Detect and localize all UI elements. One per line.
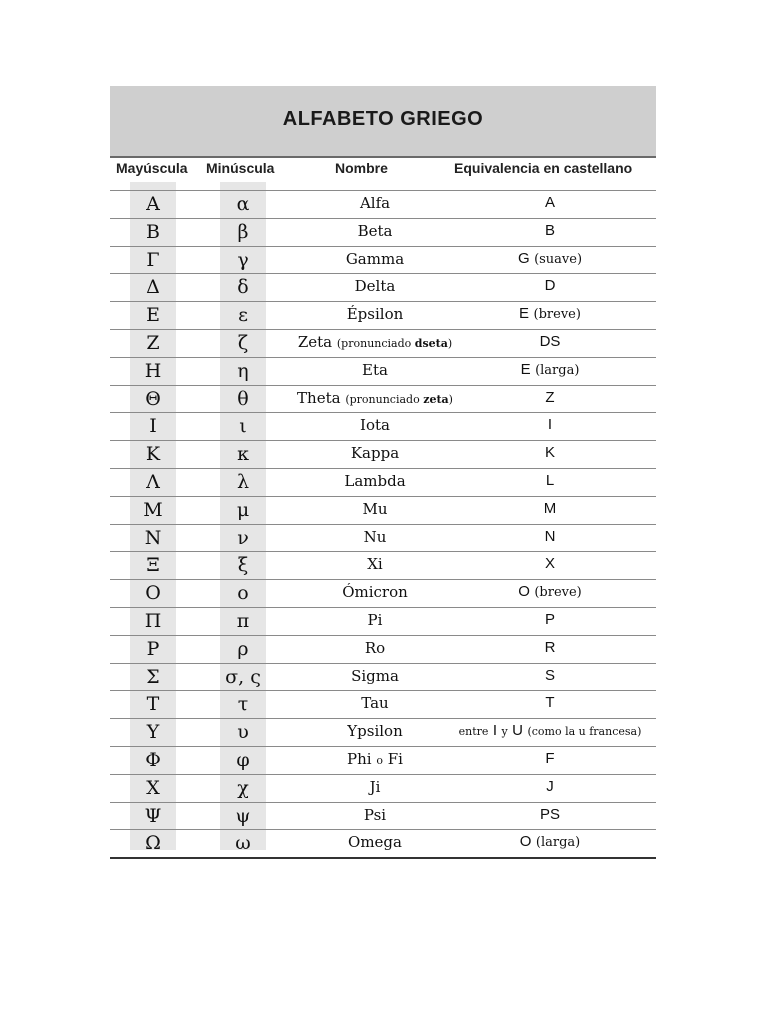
lowercase-letter: κ (237, 443, 249, 466)
uppercase-letter: Η (144, 359, 162, 382)
lowercase-letter: ο (237, 582, 249, 605)
lowercase-letter: ξ (237, 554, 249, 577)
header-name: Nombre (335, 160, 388, 176)
letter-name-text: Épsilon (346, 305, 404, 324)
pronunciation-note-bold: dseta (414, 336, 448, 350)
uppercase-letter: Ζ (146, 331, 160, 354)
table-row (110, 440, 656, 468)
equivalence-letter: A (544, 194, 555, 211)
header-uppercase: Mayúscula (116, 160, 188, 176)
castilian-equivalence (450, 694, 650, 711)
table-row (110, 412, 656, 440)
letter-name-text: Mu (362, 499, 388, 518)
castilian-equivalence (450, 667, 650, 684)
table-row (110, 802, 656, 830)
equivalence-note: (como la u francesa) (527, 725, 642, 739)
castilian-equivalence (450, 500, 650, 517)
letter-name-text: Alfa (359, 194, 391, 212)
equivalence-letter: X (544, 555, 555, 573)
table-row (110, 551, 656, 579)
equivalence-letter: D (544, 277, 556, 295)
table-row (110, 246, 656, 274)
letter-name-text: Psi (363, 805, 387, 824)
uppercase-letter: Ι (149, 415, 157, 438)
lowercase-letter: ι (239, 415, 247, 438)
equivalence-letter: O (519, 833, 532, 851)
castilian-equivalence (450, 305, 650, 322)
uppercase-letter: Χ (146, 776, 160, 799)
uppercase-letter: Δ (146, 276, 160, 299)
uppercase-letter: Ψ (144, 804, 162, 827)
equivalence-note: (larga) (535, 362, 580, 378)
lowercase-letter: α (236, 193, 250, 215)
castilian-equivalence (450, 277, 650, 294)
lowercase-letter: ε (238, 304, 248, 327)
equivalence-letter: N (544, 527, 556, 545)
equivalence-letter: T (545, 694, 555, 712)
letter-name-text: Ro (364, 638, 386, 657)
lowercase-letter: σ, ς (225, 665, 261, 688)
uppercase-letter: Ν (144, 526, 162, 549)
equivalence-prefix: entre (458, 725, 489, 739)
table-row (110, 718, 656, 746)
equivalence-letter: F (545, 749, 555, 767)
lowercase-letter: θ (237, 387, 249, 410)
lowercase-letter: λ (236, 470, 250, 493)
lowercase-letter: ω (235, 832, 251, 855)
equivalence-letter: I (492, 722, 498, 740)
table-row (110, 829, 656, 859)
letter-name-text: Beta (357, 221, 393, 240)
lowercase-letter: μ (236, 498, 250, 521)
castilian-equivalence (450, 528, 650, 545)
castilian-equivalence (450, 444, 650, 461)
letter-name-text: Xi (367, 555, 383, 574)
castilian-equivalence (450, 583, 650, 600)
pronunciation-note-end: ) (447, 336, 453, 350)
uppercase-letter: Ξ (146, 554, 160, 577)
table-row (110, 635, 656, 663)
letter-name-text: Omega (348, 833, 402, 852)
table-row (110, 607, 656, 635)
letter-name-text: Zeta (297, 332, 333, 351)
table-row (110, 301, 656, 329)
castilian-equivalence (450, 389, 650, 406)
lowercase-letter: ν (237, 526, 249, 549)
lowercase-letter: ψ (235, 804, 251, 827)
equivalence-letter: G (517, 249, 530, 267)
equivalence-letter: E (520, 360, 531, 378)
table-row (110, 524, 656, 552)
lowercase-letter: τ (237, 693, 249, 716)
uppercase-letter: Σ (146, 665, 160, 688)
lowercase-letter: β (237, 220, 249, 243)
letter-name-text: Delta (354, 277, 396, 296)
equivalence-letter: O (518, 583, 530, 601)
table-row (110, 385, 656, 413)
uppercase-letter: Ο (145, 582, 161, 605)
uppercase-letter: Μ (143, 498, 163, 521)
letter-name-alt: Fi (387, 749, 403, 768)
uppercase-letter: Θ (145, 387, 161, 410)
table-body (110, 190, 656, 859)
uppercase-letter: Π (144, 609, 162, 632)
castilian-equivalence (450, 250, 650, 267)
table-row (110, 774, 656, 802)
uppercase-letter: Ω (145, 832, 161, 855)
table-row (110, 746, 656, 774)
table-row (110, 579, 656, 607)
letter-name-text: Iota (360, 416, 390, 435)
equivalence-letter: K (544, 444, 555, 462)
table-row (110, 218, 656, 246)
table-header (110, 158, 656, 190)
table-row (110, 357, 656, 385)
pronunciation-note (337, 337, 452, 350)
letter-name-text: Gamma (345, 249, 405, 268)
letter-name-connector: o (376, 753, 383, 767)
equivalence-letter: J (546, 777, 554, 795)
uppercase-letter: Α (146, 193, 160, 215)
table-row (110, 663, 656, 691)
equivalence-note: (larga) (535, 835, 581, 851)
letter-name-text: Ji (369, 777, 381, 796)
equivalence-letter: PS (539, 805, 560, 823)
letter-name-text: Theta (297, 388, 341, 407)
table-row (110, 273, 656, 301)
pronunciation-note (345, 393, 453, 406)
letter-name-text: Ómicron (342, 583, 408, 602)
equivalence-letter: S (544, 666, 555, 684)
lowercase-letter: φ (236, 748, 250, 771)
equivalence-letter: P (544, 610, 555, 628)
lowercase-letter: π (236, 609, 250, 632)
equivalence-letter: E (519, 305, 530, 323)
pronunciation-note-text: (pronunciado (345, 392, 424, 406)
lowercase-letter: ρ (237, 637, 249, 660)
castilian-equivalence (450, 750, 650, 767)
lowercase-letter: γ (237, 248, 249, 271)
lowercase-letter: υ (237, 721, 249, 744)
equivalence-letter: R (544, 638, 556, 656)
uppercase-letter: Κ (145, 443, 161, 466)
pronunciation-note-text: (pronunciado (336, 336, 415, 350)
castilian-equivalence (447, 332, 650, 350)
letter-name-text: Sigma (351, 666, 399, 685)
castilian-equivalence (450, 194, 650, 211)
equivalence-letter: B (544, 221, 555, 239)
uppercase-letter: Τ (146, 693, 160, 716)
lowercase-letter: χ (237, 776, 249, 799)
table-row (110, 690, 656, 718)
lowercase-letter: ζ (237, 331, 249, 354)
title-band (110, 86, 656, 158)
uppercase-letter: Ε (146, 304, 160, 327)
castilian-equivalence (450, 611, 650, 628)
table-row (110, 329, 656, 357)
castilian-equivalence (450, 833, 650, 850)
equivalence-letter: DS (539, 332, 561, 350)
letter-name-text: Kappa (350, 444, 400, 463)
equivalence-note: (suave) (534, 251, 583, 267)
equivalence-letter-alt: U (512, 722, 523, 740)
castilian-equivalence (450, 778, 650, 795)
letter-name-text: Eta (362, 360, 388, 379)
letter-name-text: Pi (367, 610, 383, 629)
letter-name-text: Nu (363, 527, 387, 546)
uppercase-letter: Ρ (146, 637, 160, 660)
pronunciation-note-bold: zeta (423, 392, 449, 406)
table-row (110, 468, 656, 496)
greek-alphabet-table (110, 86, 656, 866)
page-title: ALFABETO GRIEGO (282, 108, 484, 130)
castilian-equivalence (450, 222, 650, 239)
header-lowercase: Minúscula (206, 160, 275, 176)
table-row (110, 496, 656, 524)
castilian-equivalence (450, 639, 650, 656)
equivalence-note: (breve) (534, 585, 582, 601)
equivalence-letter: I (547, 416, 553, 434)
castilian-equivalence (450, 416, 650, 433)
uppercase-letter: Γ (146, 248, 160, 271)
equivalence-letter: L (545, 471, 555, 489)
equivalence-letter: M (543, 499, 557, 517)
equivalence-note: (breve) (533, 307, 581, 323)
letter-name-text: Tau (361, 694, 389, 713)
castilian-equivalence (450, 806, 650, 823)
uppercase-letter: Β (146, 220, 160, 243)
equivalence-connector: y (501, 725, 508, 739)
castilian-equivalence (450, 555, 650, 572)
uppercase-letter: Υ (146, 721, 160, 744)
castilian-equivalence (450, 361, 650, 378)
table-row (110, 190, 656, 218)
pronunciation-note-end: ) (448, 392, 453, 406)
header-equivalence: Equivalencia en castellano (454, 160, 633, 176)
letter-name-text: Ypsilon (347, 722, 403, 741)
castilian-equivalence (450, 472, 650, 489)
lowercase-letter: δ (237, 276, 249, 299)
lowercase-letter: η (237, 359, 249, 382)
letter-name-text: Lambda (344, 471, 406, 490)
uppercase-letter: Φ (145, 748, 161, 771)
letter-name-text: Phi (347, 749, 372, 768)
uppercase-letter: Λ (146, 470, 160, 493)
equivalence-letter: Z (545, 388, 555, 406)
castilian-equivalence (450, 722, 650, 739)
